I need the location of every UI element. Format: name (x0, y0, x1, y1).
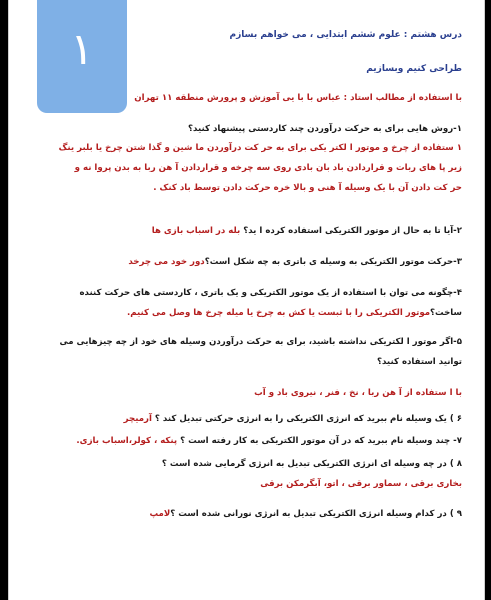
answer-5: با ا ستفاده از آ هن ربا ، نخ ، فنر ، نیروی باد و آب (254, 388, 462, 398)
question-6-text: ۶ ) یک وسیله نام ببرید که انرژی الکتریکی را به انرژی حرکتی تبدیل کند ؟ (151, 414, 462, 424)
answer-4: موتور الکتریکی را با ثبست یا کش به چرخ یا میله چرخ ها وصل می کنیم. (126, 308, 431, 318)
question-7 (76, 436, 462, 446)
question-1: ١-روش هایی برای به حرکت درآوردن چند کاردستی پیشنهاد کنید؟ (188, 124, 462, 134)
answer-6: آرمیچر (123, 414, 152, 424)
answer-2: بله در اسباب بازی ها (151, 226, 241, 236)
question-3 (128, 257, 462, 267)
question-8: ٨ ) در چه وسیله ای انرژی الکتریکی تبدیل به انرژی گرمایی شده است ؟ (161, 459, 462, 469)
question-6 (124, 414, 462, 424)
question-5-line-1: ۵-اگر موتور ا لکتریکی نداشته باشید، برای به حرکت درآوردن وسیله های خود از چه چیزهایی می (59, 337, 462, 347)
author-credit: با استفاده از مطالب استاد : عباس با با یی آموزش و پرورش منطقه ١١ تهران (134, 93, 462, 103)
question-4-line-2 (127, 308, 462, 318)
question-2 (152, 226, 462, 236)
lesson-number-badge: ١ (37, 0, 127, 113)
lesson-title: درس هشتم : علوم ششم ابتدایی ، می خواهم بسازم (229, 30, 462, 40)
question-2-text: ٢-آیا تا به حال از موتور الکتریکی استفاده کرده ا ید؟ (240, 226, 462, 236)
question-4-text: ساخت؟ (430, 308, 462, 318)
answer-1-line-3: حر کت دادن آن با یک وسیله آ هنی و بالا خره حرکت دادن توسط باد کنک . (153, 183, 462, 193)
question-3-text: ٣-حرکت موتور الکتریکی به وسیله ی باتری به چه شکل است؟ (204, 257, 462, 267)
answer-1-line-2: زیر پا های ربات و قراردادن باد بان بادی روی سه چرخه و قراردادن آ هن ربا به بدن پروا نه و (74, 163, 462, 173)
lesson-subtitle: طراحی کنیم وبسازیم (366, 64, 462, 74)
document-page (8, 0, 485, 600)
question-9 (149, 509, 462, 519)
question-7-text: ٧- چند وسیله نام ببرید که در آن موتور الکتریکی به کار رفته است ؟ (177, 436, 462, 446)
answer-1-line-1: ١ ستفاده از چرخ و موتور ا لکتر یکی برای به حر کت درآوردن ما شین و گذا شتن چرخ یا بلبر ینگ (58, 143, 462, 153)
answer-9: لامپ (149, 509, 171, 519)
question-5-line-2: توانید استفاده کنید؟ (376, 357, 462, 367)
answer-8: بخاری برقی ، سماور برقی ، اتو، آبگرمکن برقی (260, 479, 462, 489)
question-4-line-1: ۴-چگونه می توان با استفاده از یک موتور الکتریکی و یک باتری ، کاردستی های حرکت کننده (79, 288, 462, 298)
answer-7: پنکه ، کولر،اسباب بازی. (76, 436, 178, 446)
answer-3: دور خود می چرخد (128, 257, 205, 267)
question-9-text: ٩ ) در کدام وسیله انرژی الکتریکی تبدیل به انرژی نورانی شده است ؟ (170, 509, 462, 519)
